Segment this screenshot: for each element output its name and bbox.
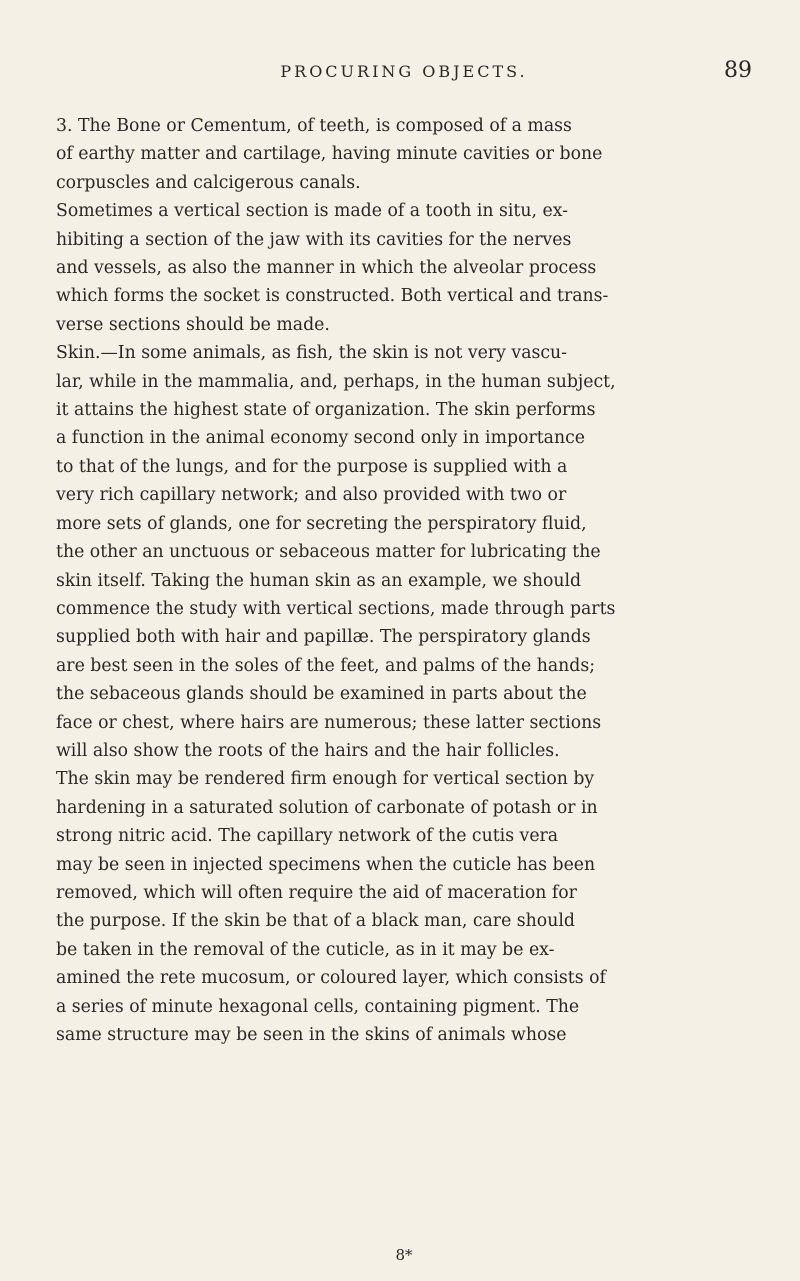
text-line: removed, which will often require the aid of maceration for xyxy=(56,882,577,903)
text-line: the sebaceous glands should be examined in parts about the xyxy=(56,684,587,705)
text-line: very rich capillary network; and also provided with two or xyxy=(56,485,567,506)
text-line: to that of the lungs, and for the purpose is supplied with a xyxy=(56,456,568,477)
text-line: The skin may be rendered firm enough for vertical section by xyxy=(56,769,595,790)
text-line: which forms the socket is constructed. Both vertical and trans- xyxy=(56,286,609,307)
text-line: face or chest, where hairs are numerous; these latter sections xyxy=(56,712,602,733)
text-line: Skin.—In some animals, as fish, the skin is not very vascu- xyxy=(56,343,568,364)
text-line: more sets of glands, one for secreting the perspiratory fluid, xyxy=(56,513,587,534)
text-line: hardening in a saturated solution of carbonate of potash or in xyxy=(56,797,598,818)
text-line: supplied both with hair and papillæ. The perspiratory glands xyxy=(56,627,591,648)
text-line: will also show the roots of the hairs and the hair follicles. xyxy=(56,740,560,761)
body-text xyxy=(56,112,752,1049)
text-line: of earthy matter and cartilage, having minute cavities or bone xyxy=(56,144,603,165)
text-line: strong nitric acid. The capillary network of the cutis vera xyxy=(56,826,559,847)
text-line: Sometimes a vertical section is made of a tooth in situ, ex- xyxy=(56,201,568,222)
text-line: 3. The Bone or Cementum, of teeth, is composed of a mass xyxy=(56,116,572,136)
text-line: skin itself. Taking the human skin as an example, we should xyxy=(56,570,582,591)
text-line: commence the study with vertical sections, made through parts xyxy=(56,598,616,619)
page-number: 89 xyxy=(724,58,752,83)
text-line: and vessels, as also the manner in which the alveolar process xyxy=(56,258,597,279)
text-line: be taken in the removal of the cuticle, as in it may be ex- xyxy=(56,939,555,960)
text-line: it attains the highest state of organization. The skin performs xyxy=(56,400,596,421)
text-line: the purpose. If the skin be that of a black man, care should xyxy=(56,911,575,932)
text-line: lar, while in the mammalia, and, perhaps, in the human subject, xyxy=(56,371,616,392)
text-line: the other an unctuous or sebaceous matter for lubricating the xyxy=(56,542,601,563)
text-line: a function in the animal economy second only in importance xyxy=(56,428,585,449)
text-line: amined the rete mucosum, or coloured layer, which consists of xyxy=(56,968,606,989)
text-line: corpuscles and calcigerous canals. xyxy=(56,172,361,193)
running-head: PROCURING OBJECTS. xyxy=(280,62,528,81)
text-line: are best seen in the soles of the feet, and palms of the hands; xyxy=(56,655,596,676)
text-line: same structure may be seen in the skins of animals whose xyxy=(56,1025,567,1045)
page-header xyxy=(56,58,752,88)
text-line: hibiting a section of the jaw with its cavities for the nerves xyxy=(56,229,572,250)
signature-mark: 8* xyxy=(395,1246,413,1264)
text-line: a series of minute hexagonal cells, containing pigment. The xyxy=(56,996,580,1017)
text-line: may be seen in injected specimens when the cuticle has been xyxy=(56,854,596,875)
text-line: verse sections should be made. xyxy=(56,314,330,335)
